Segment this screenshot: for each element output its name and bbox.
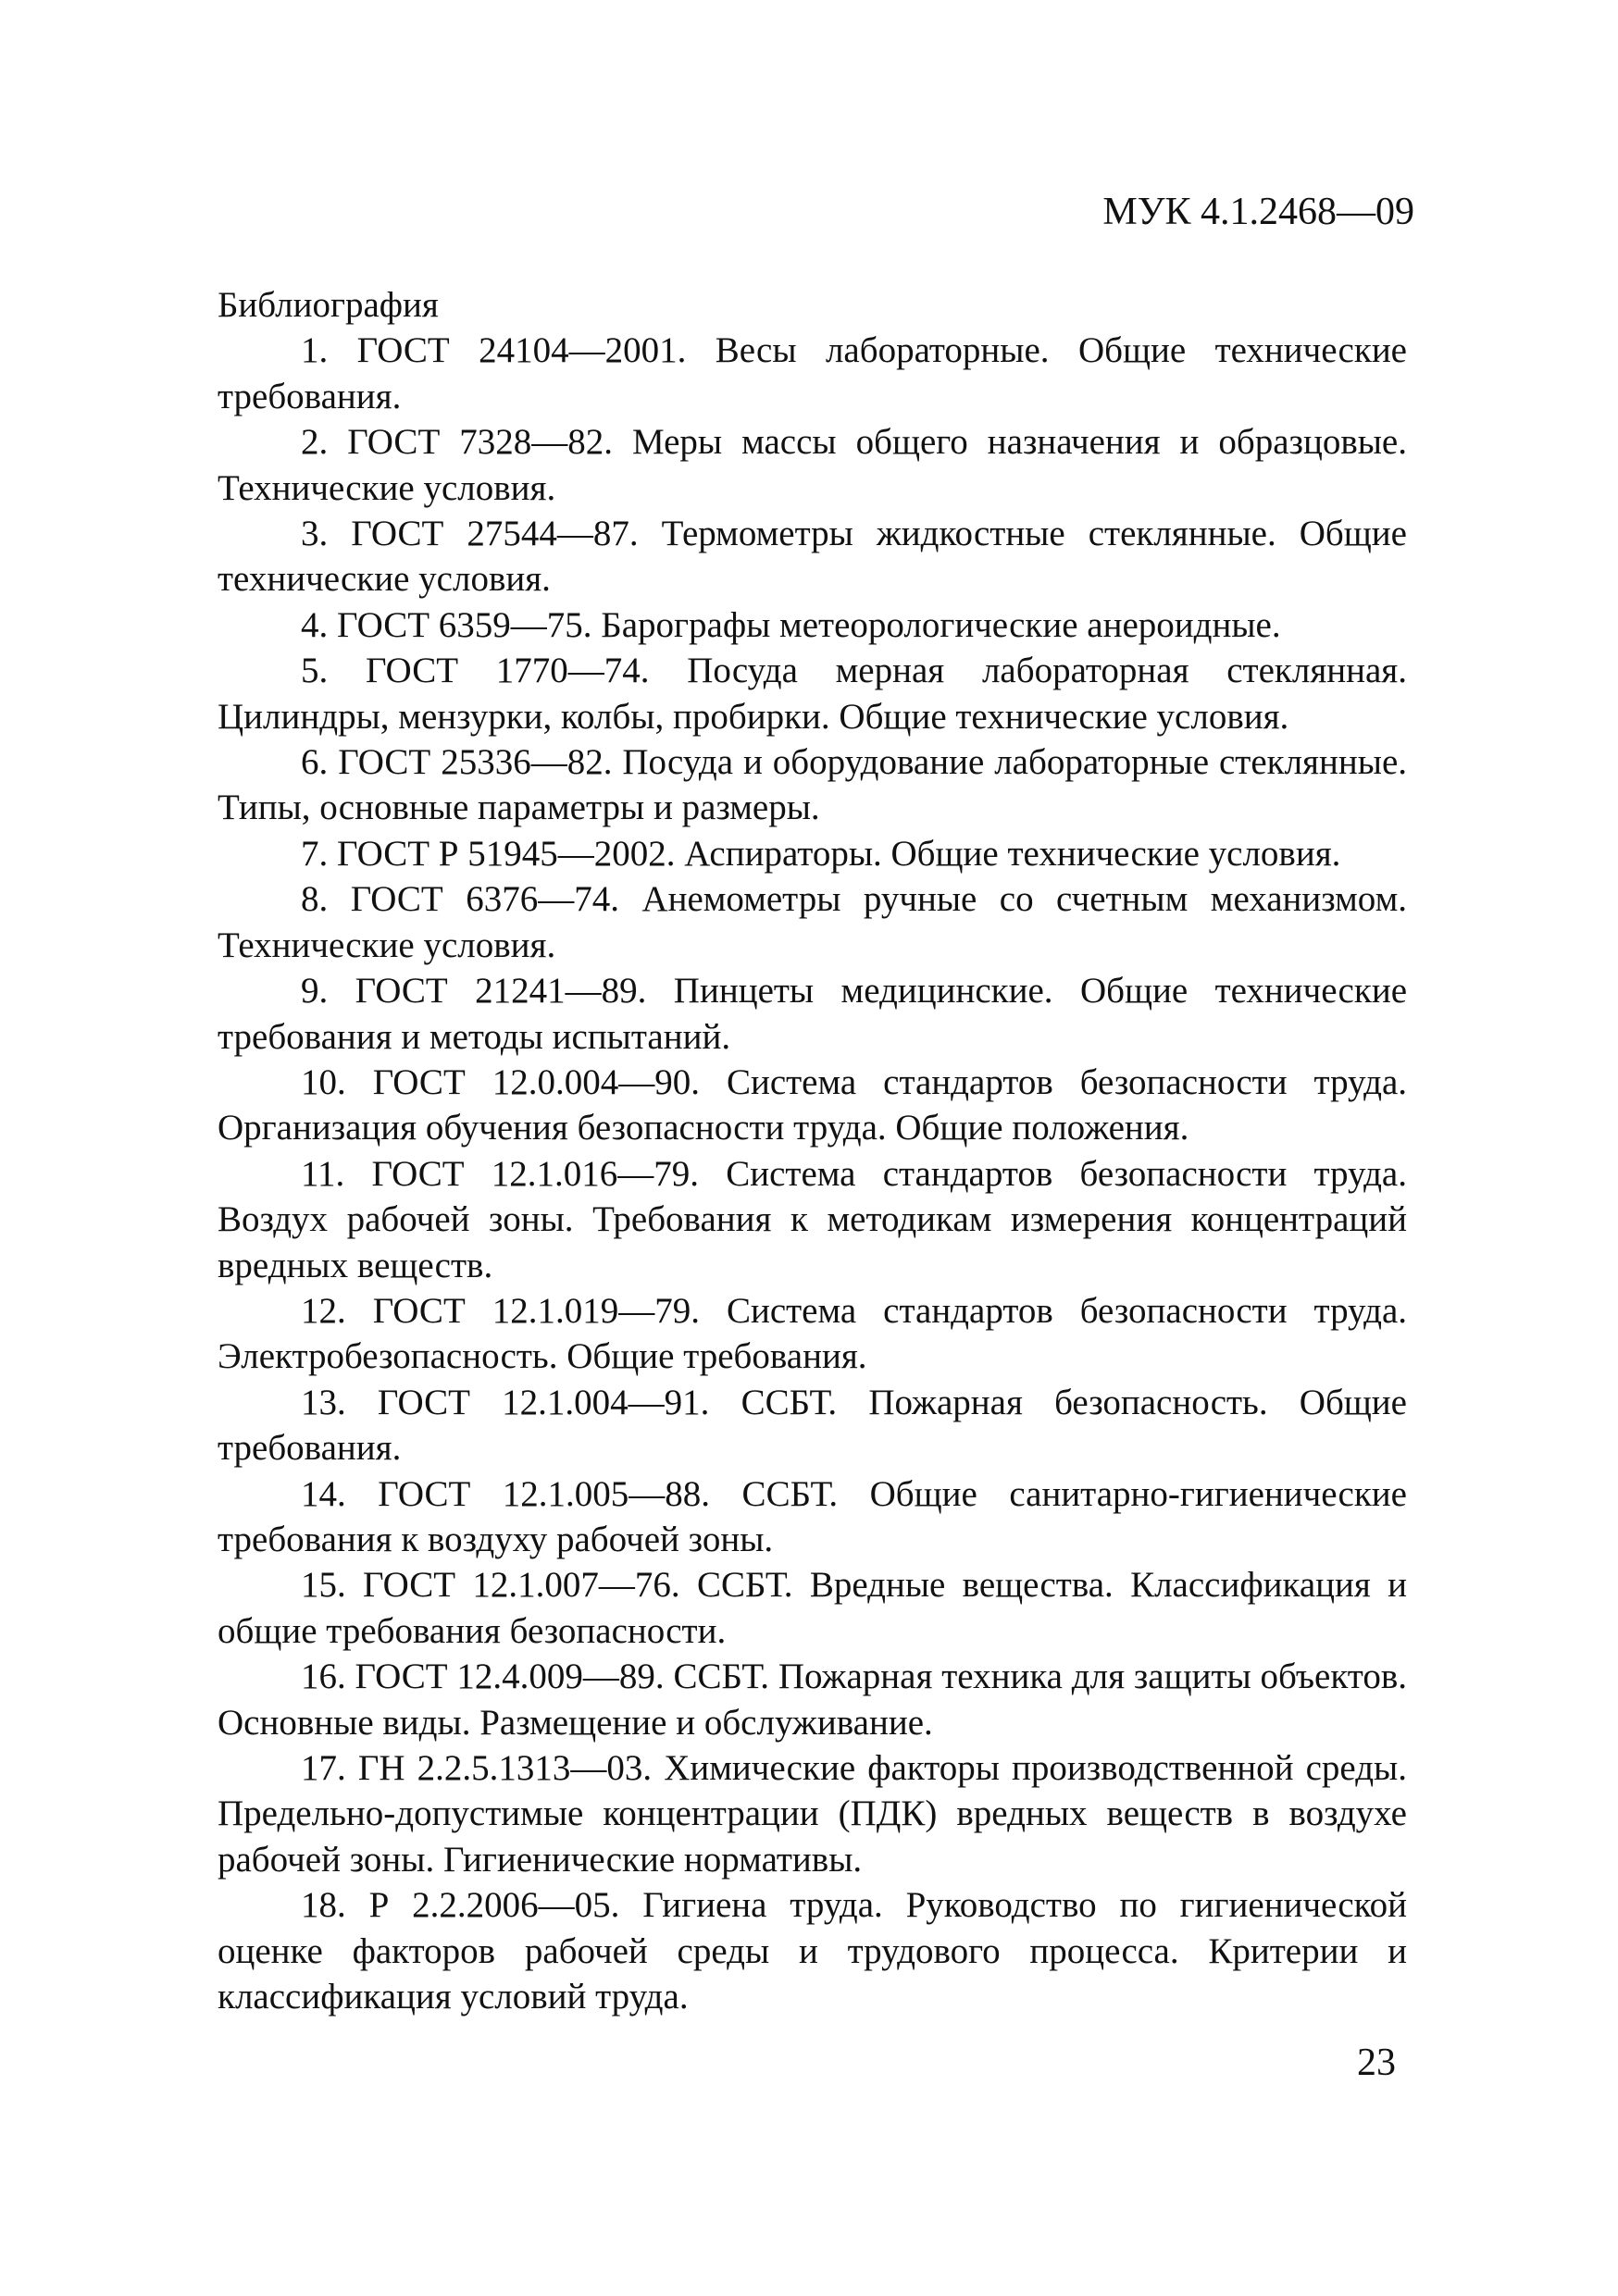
reference-item: 18. Р 2.2.2006—05. Гигиена труда. Руководство по гигиенической оценке факторов рабочей среды и трудового процесса. Критерии и классификация условий труда.: [218, 1885, 1407, 2017]
reference-item: 14. ГОСТ 12.1.005—88. ССБТ. Общие санитарно-гигиенические требования к воздуху рабочей зоны.: [218, 1473, 1407, 1559]
reference-item: 8. ГОСТ 6376—74. Анемометры ручные со счетным механизмом. Технические условия.: [218, 879, 1407, 965]
page-number: 23: [1357, 2042, 1396, 2084]
reference-item: 5. ГОСТ 1770—74. Посуда мерная лабораторная стеклянная. Цилиндры, мензурки, колбы, пробирки. Общие технические условия.: [218, 651, 1407, 737]
reference-item: 6. ГОСТ 25336—82. Посуда и оборудование лабораторные стеклянные. Типы, основные параметры и размеры.: [218, 742, 1407, 828]
reference-item: 10. ГОСТ 12.0.004—90. Система стандартов безопасности труда. Организация обучения безопасности труда. Общие положения.: [218, 1061, 1407, 1148]
bibliography-title: Библиография: [218, 285, 439, 325]
reference-item: 3. ГОСТ 27544—87. Термометры жидкостные стеклянные. Общие технические условия.: [218, 514, 1407, 600]
reference-item: 17. ГН 2.2.5.1313—03. Химические факторы производственной среды. Предельно-допустимые концентрации (ПДК) вредных веществ в воздухе рабочей зоны. Гигиенические нормативы.: [218, 1748, 1407, 1880]
reference-item: 12. ГОСТ 12.1.019—79. Система стандартов безопасности труда. Электробезопасность. Общие требования.: [218, 1290, 1407, 1377]
bibliography-list: [218, 328, 1407, 2019]
reference-item: 1. ГОСТ 24104—2001. Весы лабораторные. Общие технические требования.: [218, 330, 1407, 416]
reference-item: 7. ГОСТ Р 51945—2002. Аспираторы. Общие технические условия.: [301, 833, 1341, 874]
reference-item: 11. ГОСТ 12.1.016—79. Система стандартов безопасности труда. Воздух рабочей зоны. Требования к методикам измерения концентраций вредных веществ.: [218, 1153, 1407, 1285]
bibliography-section: [218, 282, 1407, 2019]
reference-item: 2. ГОСТ 7328—82. Меры массы общего назначения и образцовые. Технические условия.: [218, 422, 1407, 508]
reference-item: 13. ГОСТ 12.1.004—91. ССБТ. Пожарная безопасность. Общие требования.: [218, 1382, 1407, 1469]
reference-item: 4. ГОСТ 6359—75. Барографы метеорологические анероидные.: [301, 604, 1281, 645]
reference-item: 16. ГОСТ 12.4.009—89. ССБТ. Пожарная техника для защиты объектов. Основные виды. Размещение и обслуживание.: [218, 1657, 1407, 1743]
reference-item: 9. ГОСТ 21241—89. Пинцеты медицинские. Общие технические требования и методы испытаний.: [218, 971, 1407, 1057]
reference-item: 15. ГОСТ 12.1.007—76. ССБТ. Вредные вещества. Классификация и общие требования безопасности.: [218, 1565, 1407, 1651]
document-code: МУК 4.1.2468—09: [1102, 191, 1414, 233]
